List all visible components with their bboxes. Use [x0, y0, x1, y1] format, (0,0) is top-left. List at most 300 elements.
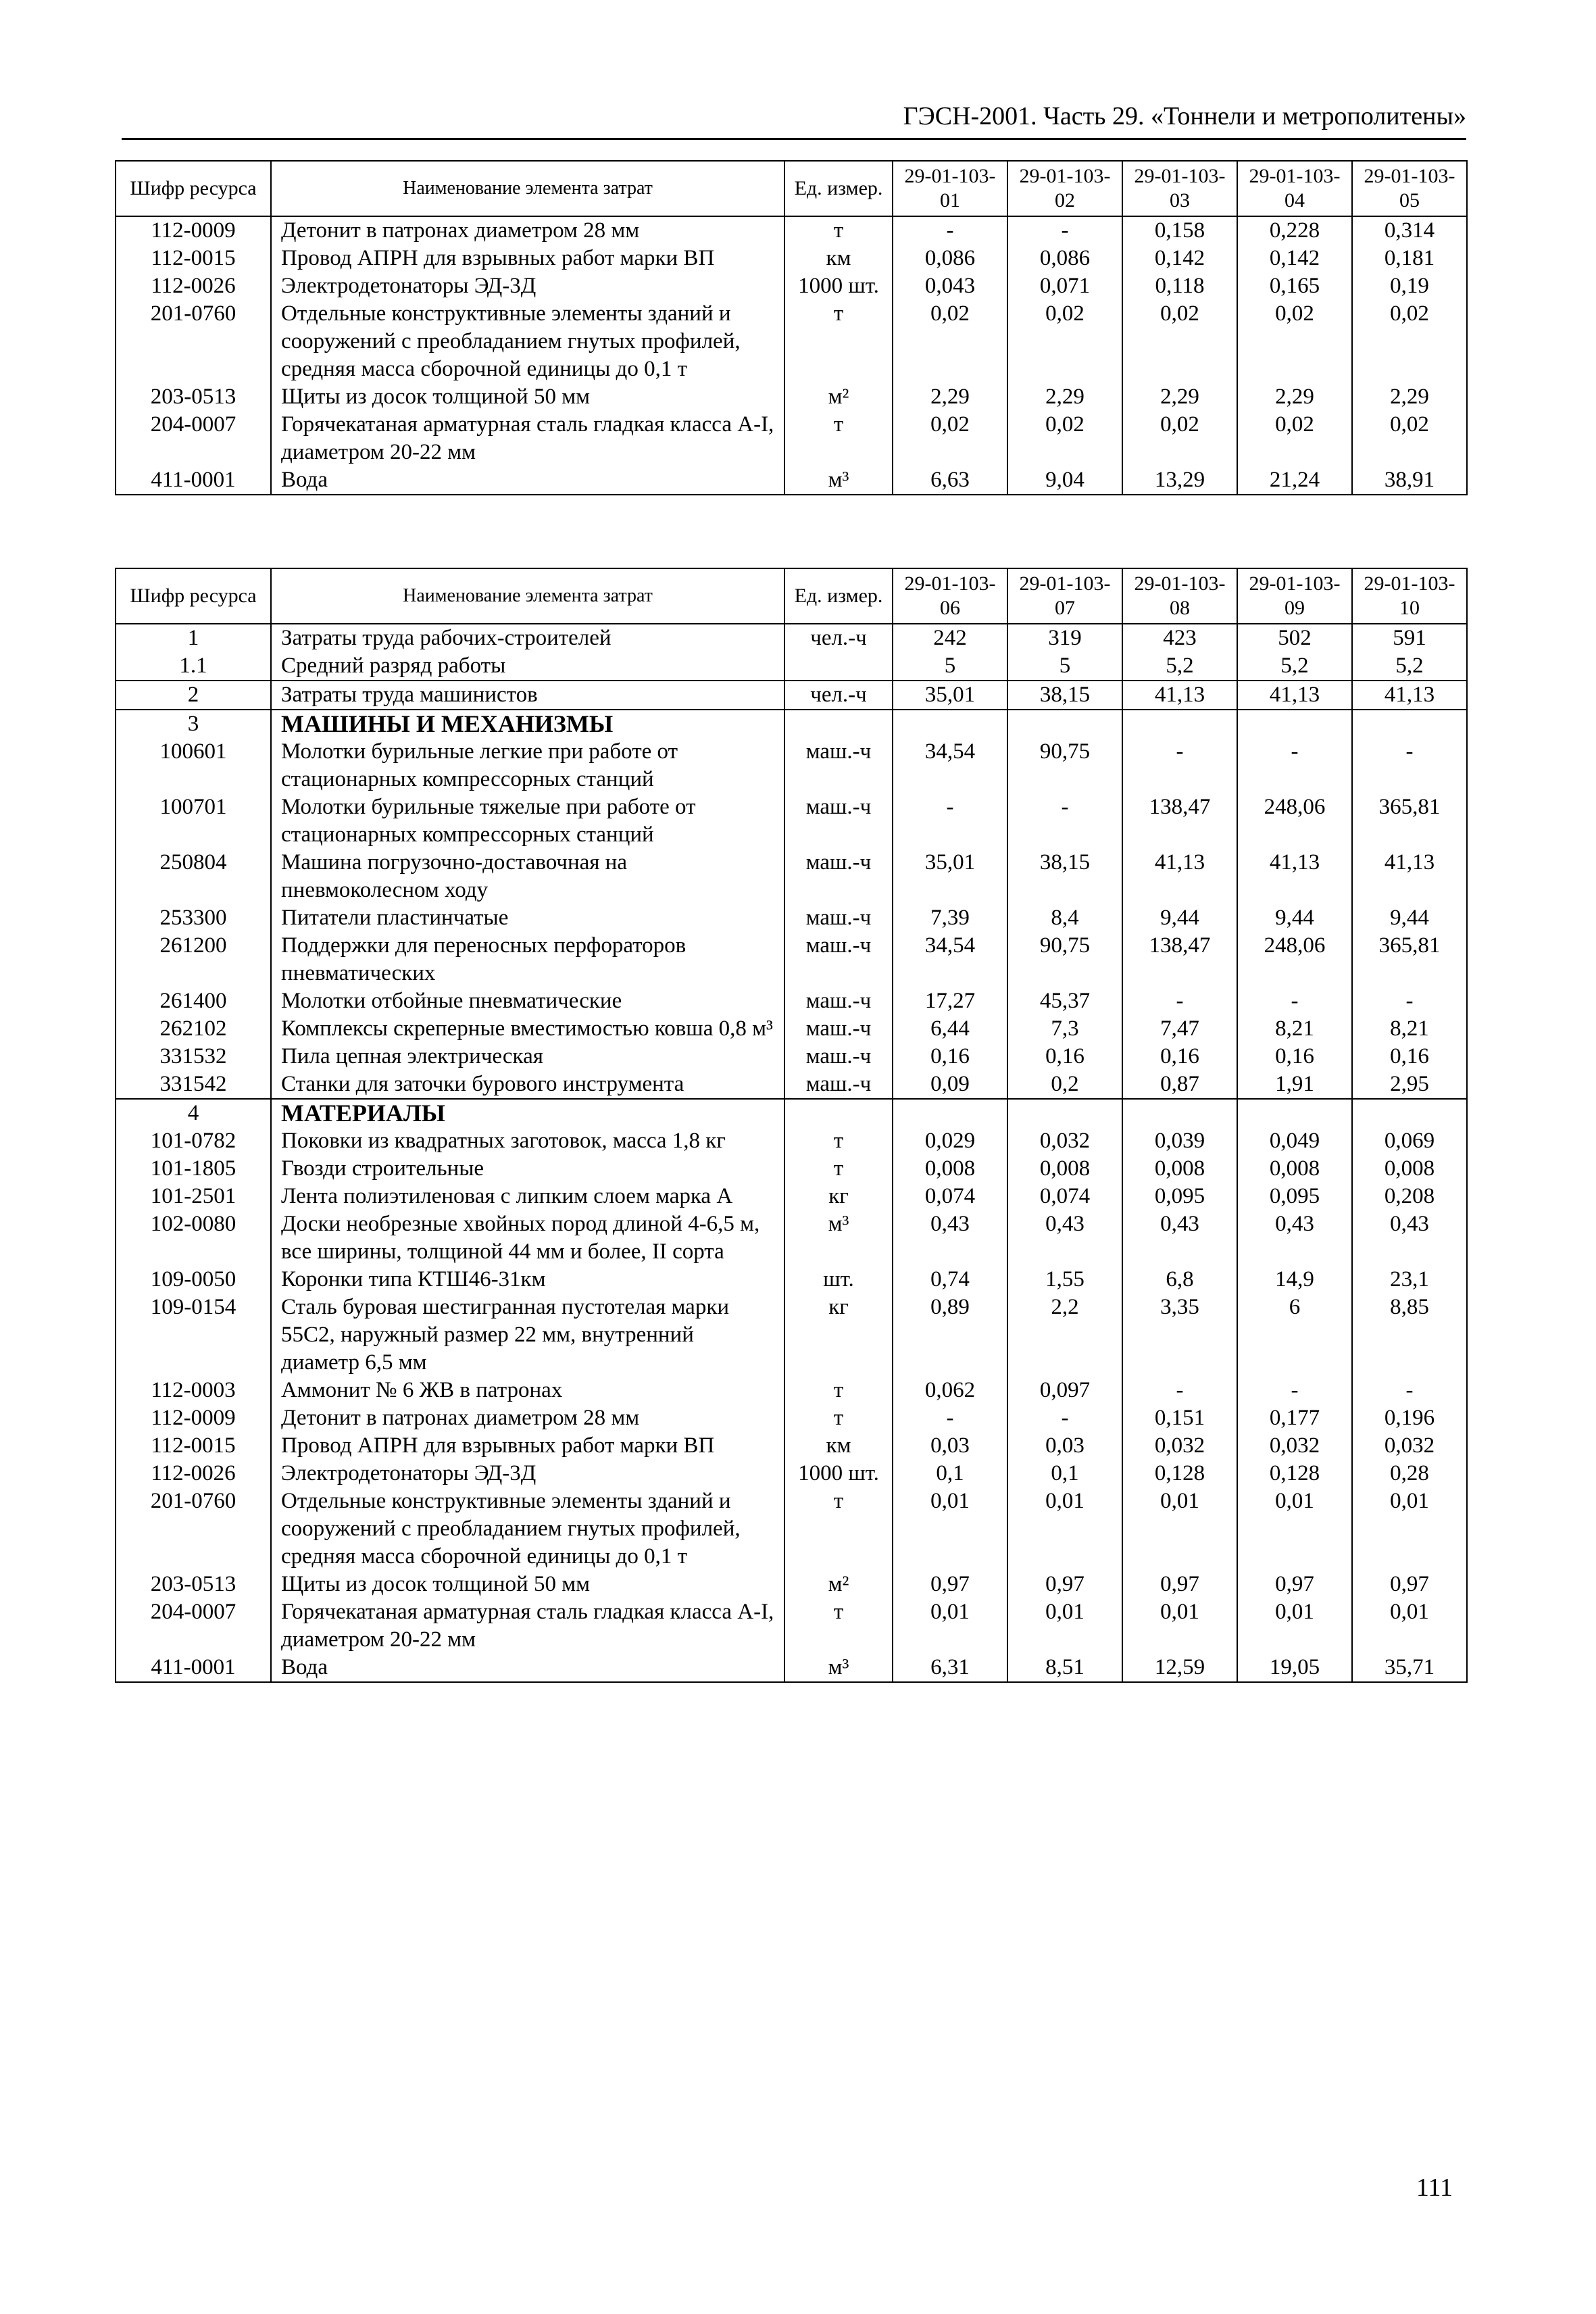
- resource-code-cell: 112-0003: [116, 1377, 271, 1404]
- value-cell: 38,91: [1352, 466, 1467, 495]
- value-cell: 319: [1007, 624, 1122, 652]
- resource-code-cell: 203-0513: [116, 1571, 271, 1598]
- value-cell: -: [1122, 1377, 1237, 1404]
- value-cell: 2,29: [1237, 383, 1352, 411]
- resource-code-cell: 261200: [116, 932, 271, 987]
- table-row: [116, 272, 1467, 300]
- resource-code-cell: 204-0007: [116, 1598, 271, 1654]
- unit-cell: кг: [784, 1183, 893, 1210]
- value-cell: [1352, 1099, 1467, 1127]
- value-cell: 0,032: [1352, 1432, 1467, 1460]
- value-cell: 35,71: [1352, 1654, 1467, 1682]
- value-cell: 0,74: [893, 1266, 1007, 1294]
- value-cell: 0,01: [1237, 1598, 1352, 1654]
- table-row: [116, 652, 1467, 681]
- unit-cell: маш.-ч: [784, 904, 893, 932]
- value-cell: 0,02: [893, 411, 1007, 466]
- unit-cell: м²: [784, 383, 893, 411]
- value-cell: 0,062: [893, 1377, 1007, 1404]
- value-cell: 41,13: [1122, 849, 1237, 904]
- value-cell: 0,97: [1237, 1571, 1352, 1598]
- value-cell: 0,01: [1352, 1487, 1467, 1571]
- unit-cell: маш.-ч: [784, 1070, 893, 1099]
- value-cell: 1,55: [1007, 1266, 1122, 1294]
- column-header-name: Наименование элемента затрат: [271, 568, 784, 624]
- value-cell: 12,59: [1122, 1654, 1237, 1682]
- value-cell: 0,158: [1122, 216, 1237, 245]
- table-header-row: [116, 161, 1467, 216]
- table-row: [116, 1043, 1467, 1070]
- table-row: [116, 1460, 1467, 1487]
- resource-code-cell: 102-0080: [116, 1210, 271, 1266]
- value-cell: 9,44: [1122, 904, 1237, 932]
- value-cell: -: [1237, 1377, 1352, 1404]
- resource-code-cell: 4: [116, 1099, 271, 1127]
- unit-cell: км: [784, 245, 893, 272]
- value-cell: 0,032: [1122, 1432, 1237, 1460]
- value-cell: 2,29: [893, 383, 1007, 411]
- value-cell: 0,02: [1007, 300, 1122, 383]
- value-cell: 0,228: [1237, 216, 1352, 245]
- resource-name-cell: Отдельные конструктивные элементы зданий и сооружений с преобладанием гнутых профилей, средняя масса сборочной единицы до 0,1 т: [271, 1487, 784, 1571]
- table-header-row: [116, 568, 1467, 624]
- resource-name-cell: Средний разряд работы: [271, 652, 784, 681]
- value-cell: 90,75: [1007, 932, 1122, 987]
- resource-name-cell: Провод АПРН для взрывных работ марки ВП: [271, 1432, 784, 1460]
- value-cell: -: [893, 216, 1007, 245]
- value-cell: 0,071: [1007, 272, 1122, 300]
- unit-cell: маш.-ч: [784, 987, 893, 1015]
- value-cell: 0,02: [1007, 411, 1122, 466]
- resource-code-cell: 262102: [116, 1015, 271, 1043]
- resource-name-cell: Коронки типа КТШ46-31км: [271, 1266, 784, 1294]
- value-cell: 0,01: [893, 1598, 1007, 1654]
- value-cell: 0,03: [1007, 1432, 1122, 1460]
- resource-code-cell: 331532: [116, 1043, 271, 1070]
- unit-cell: т: [784, 1598, 893, 1654]
- resource-name-cell: Аммонит № 6 ЖВ в патронах: [271, 1377, 784, 1404]
- column-header-norm-code: 29-01-103-09: [1237, 568, 1352, 624]
- value-cell: -: [1122, 738, 1237, 793]
- value-cell: 2,29: [1122, 383, 1237, 411]
- value-cell: 591: [1352, 624, 1467, 652]
- value-cell: -: [893, 1404, 1007, 1432]
- table-row: [116, 1432, 1467, 1460]
- value-cell: 0,01: [1007, 1487, 1122, 1571]
- unit-cell: кг: [784, 1294, 893, 1377]
- value-cell: 0,97: [1352, 1571, 1467, 1598]
- value-cell: [1237, 710, 1352, 738]
- value-cell: 0,177: [1237, 1404, 1352, 1432]
- value-cell: -: [893, 793, 1007, 849]
- value-cell: 138,47: [1122, 793, 1237, 849]
- resource-name-cell: Молотки отбойные пневматические: [271, 987, 784, 1015]
- value-cell: 0,01: [1352, 1598, 1467, 1654]
- table-row: [116, 1015, 1467, 1043]
- value-cell: 0,16: [1007, 1043, 1122, 1070]
- table-row: [116, 793, 1467, 849]
- table-row: [116, 904, 1467, 932]
- value-cell: 0,128: [1237, 1460, 1352, 1487]
- resource-name-cell: Питатели пластинчатые: [271, 904, 784, 932]
- resource-name-cell: Отдельные конструктивные элементы зданий и сооружений с преобладанием гнутых профилей, средняя масса сборочной единицы до 0,1 т: [271, 300, 784, 383]
- value-cell: 0,165: [1237, 272, 1352, 300]
- value-cell: [893, 710, 1007, 738]
- resource-name-cell: Щиты из досок толщиной 50 мм: [271, 1571, 784, 1598]
- value-cell: 0,032: [1007, 1127, 1122, 1155]
- resource-name-cell: Поковки из квадратных заготовок, масса 1,8 кг: [271, 1127, 784, 1155]
- resource-name-cell: Горячекатаная арматурная сталь гладкая класса А-I, диаметром 20-22 мм: [271, 411, 784, 466]
- value-cell: [1007, 1099, 1122, 1127]
- value-cell: 9,44: [1352, 904, 1467, 932]
- value-cell: 0,01: [1237, 1487, 1352, 1571]
- resource-code-cell: 3: [116, 710, 271, 738]
- resource-name-cell: Детонит в патронах диаметром 28 мм: [271, 216, 784, 245]
- table-row: [116, 1487, 1467, 1571]
- value-cell: -: [1007, 1404, 1122, 1432]
- value-cell: 8,85: [1352, 1294, 1467, 1377]
- column-header-name: Наименование элемента затрат: [271, 161, 784, 216]
- table-row: [116, 411, 1467, 466]
- resource-name-cell: Щиты из досок толщиной 50 мм: [271, 383, 784, 411]
- resource-code-cell: 411-0001: [116, 1654, 271, 1682]
- value-cell: 0,008: [1237, 1155, 1352, 1183]
- resource-code-cell: 1: [116, 624, 271, 652]
- column-header-norm-code: 29-01-103-03: [1122, 161, 1237, 216]
- value-cell: -: [1007, 793, 1122, 849]
- running-title: ГЭСН-2001. Часть 29. «Тоннели и метрополитены»: [122, 101, 1466, 140]
- value-cell: [1007, 710, 1122, 738]
- table-row: [116, 624, 1467, 652]
- unit-cell: км: [784, 1432, 893, 1460]
- value-cell: 6,31: [893, 1654, 1007, 1682]
- value-cell: 0,1: [1007, 1460, 1122, 1487]
- value-cell: 41,13: [1237, 849, 1352, 904]
- resource-code-cell: 250804: [116, 849, 271, 904]
- value-cell: 90,75: [1007, 738, 1122, 793]
- resource-code-cell: 112-0015: [116, 245, 271, 272]
- value-cell: 0,43: [893, 1210, 1007, 1266]
- page-number: 111: [1416, 2173, 1453, 2202]
- column-header-norm-code: 29-01-103-06: [893, 568, 1007, 624]
- unit-cell: [784, 710, 893, 738]
- table-row: [116, 710, 1467, 738]
- table-row: [116, 738, 1467, 793]
- table-row: [116, 1654, 1467, 1682]
- resource-code-cell: 100601: [116, 738, 271, 793]
- value-cell: 34,54: [893, 932, 1007, 987]
- value-cell: 0,02: [1122, 411, 1237, 466]
- value-cell: -: [1352, 738, 1467, 793]
- column-header-code: Шифр ресурса: [116, 568, 271, 624]
- resource-name-cell: Электродетонаторы ЭД-3Д: [271, 1460, 784, 1487]
- value-cell: 365,81: [1352, 793, 1467, 849]
- resource-name-cell: Горячекатаная арматурная сталь гладкая класса А-I, диаметром 20-22 мм: [271, 1598, 784, 1654]
- value-cell: -: [1122, 987, 1237, 1015]
- unit-cell: маш.-ч: [784, 1043, 893, 1070]
- column-header-unit: Ед. измер.: [784, 161, 893, 216]
- value-cell: 14,9: [1237, 1266, 1352, 1294]
- column-header-code: Шифр ресурса: [116, 161, 271, 216]
- resource-name-cell: Пила цепная электрическая: [271, 1043, 784, 1070]
- resource-name-cell: МАШИНЫ И МЕХАНИЗМЫ: [271, 710, 784, 738]
- value-cell: 0,02: [1352, 411, 1467, 466]
- resource-code-cell: 112-0009: [116, 216, 271, 245]
- resource-code-cell: 261400: [116, 987, 271, 1015]
- table-row: [116, 1598, 1467, 1654]
- unit-cell: [784, 1099, 893, 1127]
- value-cell: 6: [1237, 1294, 1352, 1377]
- value-cell: 0,314: [1352, 216, 1467, 245]
- table-row: [116, 300, 1467, 383]
- value-cell: 0,029: [893, 1127, 1007, 1155]
- resource-code-cell: 109-0154: [116, 1294, 271, 1377]
- value-cell: 0,43: [1352, 1210, 1467, 1266]
- value-cell: 0,128: [1122, 1460, 1237, 1487]
- value-cell: 41,13: [1352, 849, 1467, 904]
- value-cell: 0,02: [1237, 411, 1352, 466]
- value-cell: 0,02: [893, 300, 1007, 383]
- resource-table-2: [115, 568, 1468, 1683]
- value-cell: 2,2: [1007, 1294, 1122, 1377]
- value-cell: 41,13: [1352, 681, 1467, 710]
- value-cell: 8,21: [1352, 1015, 1467, 1043]
- resource-code-cell: 101-1805: [116, 1155, 271, 1183]
- value-cell: 0,097: [1007, 1377, 1122, 1404]
- value-cell: -: [1237, 987, 1352, 1015]
- resource-code-cell: 112-0009: [116, 1404, 271, 1432]
- resource-table-1: [115, 160, 1468, 495]
- value-cell: 138,47: [1122, 932, 1237, 987]
- value-cell: 0,43: [1007, 1210, 1122, 1266]
- value-cell: 0,43: [1237, 1210, 1352, 1266]
- resource-name-cell: Вода: [271, 1654, 784, 1682]
- value-cell: 0,069: [1352, 1127, 1467, 1155]
- value-cell: [1352, 710, 1467, 738]
- value-cell: 34,54: [893, 738, 1007, 793]
- unit-cell: маш.-ч: [784, 932, 893, 987]
- resource-name-cell: Машина погрузочно-доставочная на пневмоколесном ходу: [271, 849, 784, 904]
- table-row: [116, 216, 1467, 245]
- unit-cell: м³: [784, 466, 893, 495]
- value-cell: 7,39: [893, 904, 1007, 932]
- value-cell: 0,008: [1007, 1155, 1122, 1183]
- value-cell: 5,2: [1122, 652, 1237, 681]
- unit-cell: 1000 шт.: [784, 1460, 893, 1487]
- value-cell: 0,086: [893, 245, 1007, 272]
- value-cell: 38,15: [1007, 849, 1122, 904]
- table-row: [116, 681, 1467, 710]
- value-cell: 13,29: [1122, 466, 1237, 495]
- unit-cell: т: [784, 300, 893, 383]
- value-cell: 0,049: [1237, 1127, 1352, 1155]
- resource-code-cell: 204-0007: [116, 411, 271, 466]
- value-cell: 0,01: [1122, 1598, 1237, 1654]
- resource-name-cell: Электродетонаторы ЭД-3Д: [271, 272, 784, 300]
- unit-cell: т: [784, 216, 893, 245]
- column-header-norm-code: 29-01-103-07: [1007, 568, 1122, 624]
- unit-cell: м³: [784, 1210, 893, 1266]
- table-row: [116, 987, 1467, 1015]
- value-cell: -: [1237, 738, 1352, 793]
- value-cell: 8,21: [1237, 1015, 1352, 1043]
- value-cell: 0,008: [1122, 1155, 1237, 1183]
- unit-cell: [784, 652, 893, 681]
- value-cell: 0,2: [1007, 1070, 1122, 1099]
- value-cell: 0,074: [1007, 1183, 1122, 1210]
- unit-cell: т: [784, 1127, 893, 1155]
- value-cell: 35,01: [893, 681, 1007, 710]
- resource-name-cell: Затраты труда машинистов: [271, 681, 784, 710]
- table-body: [116, 624, 1467, 1682]
- resource-name-cell: Поддержки для переносных перфораторов пневматических: [271, 932, 784, 987]
- value-cell: 0,043: [893, 272, 1007, 300]
- value-cell: 502: [1237, 624, 1352, 652]
- resource-code-cell: 112-0015: [116, 1432, 271, 1460]
- unit-cell: м³: [784, 1654, 893, 1682]
- value-cell: 0,032: [1237, 1432, 1352, 1460]
- resource-name-cell: Гвозди строительные: [271, 1155, 784, 1183]
- value-cell: 1,91: [1237, 1070, 1352, 1099]
- unit-cell: маш.-ч: [784, 849, 893, 904]
- value-cell: 0,095: [1122, 1183, 1237, 1210]
- value-cell: 0,01: [1007, 1598, 1122, 1654]
- resource-name-cell: Доски необрезные хвойных пород длиной 4-6,5 м, все ширины, толщиной 44 мм и более, II сорта: [271, 1210, 784, 1266]
- value-cell: 0,151: [1122, 1404, 1237, 1432]
- value-cell: 7,47: [1122, 1015, 1237, 1043]
- value-cell: 45,37: [1007, 987, 1122, 1015]
- resource-code-cell: 101-0782: [116, 1127, 271, 1155]
- table-row: [116, 245, 1467, 272]
- value-cell: 2,95: [1352, 1070, 1467, 1099]
- resource-name-cell: Станки для заточки бурового инструмента: [271, 1070, 784, 1099]
- value-cell: 0,01: [1122, 1487, 1237, 1571]
- value-cell: 0,16: [1122, 1043, 1237, 1070]
- value-cell: [1122, 1099, 1237, 1127]
- column-header-unit: Ед. измер.: [784, 568, 893, 624]
- value-cell: 0,43: [1122, 1210, 1237, 1266]
- value-cell: 9,04: [1007, 466, 1122, 495]
- table-row: [116, 1571, 1467, 1598]
- unit-cell: чел.-ч: [784, 624, 893, 652]
- value-cell: 0,16: [1237, 1043, 1352, 1070]
- column-header-norm-code: 29-01-103-08: [1122, 568, 1237, 624]
- value-cell: [1237, 1099, 1352, 1127]
- table-row: [116, 849, 1467, 904]
- resource-name-cell: МАТЕРИАЛЫ: [271, 1099, 784, 1127]
- value-cell: 0,03: [893, 1432, 1007, 1460]
- table-row: [116, 1099, 1467, 1127]
- table-row: [116, 466, 1467, 495]
- resource-code-cell: 100701: [116, 793, 271, 849]
- column-header-norm-code: 29-01-103-02: [1007, 161, 1122, 216]
- value-cell: 3,35: [1122, 1294, 1237, 1377]
- value-cell: 38,15: [1007, 681, 1122, 710]
- value-cell: 23,1: [1352, 1266, 1467, 1294]
- unit-cell: т: [784, 1377, 893, 1404]
- value-cell: 0,87: [1122, 1070, 1237, 1099]
- value-cell: 242: [893, 624, 1007, 652]
- value-cell: 0,28: [1352, 1460, 1467, 1487]
- resource-name-cell: Сталь буровая шестигранная пустотелая марки 55С2, наружный размер 22 мм, внутренний диаметр 6,5 мм: [271, 1294, 784, 1377]
- value-cell: 0,208: [1352, 1183, 1467, 1210]
- resource-name-cell: Лента полиэтиленовая с липким слоем марка А: [271, 1183, 784, 1210]
- value-cell: -: [1007, 216, 1122, 245]
- unit-cell: маш.-ч: [784, 793, 893, 849]
- value-cell: 6,44: [893, 1015, 1007, 1043]
- unit-cell: шт.: [784, 1266, 893, 1294]
- column-header-norm-code: 29-01-103-04: [1237, 161, 1352, 216]
- table-row: [116, 1377, 1467, 1404]
- resource-name-cell: Затраты труда рабочих-строителей: [271, 624, 784, 652]
- value-cell: 0,02: [1237, 300, 1352, 383]
- value-cell: 21,24: [1237, 466, 1352, 495]
- value-cell: [893, 1099, 1007, 1127]
- resource-code-cell: 101-2501: [116, 1183, 271, 1210]
- unit-cell: чел.-ч: [784, 681, 893, 710]
- resource-name-cell: Молотки бурильные легкие при работе от стационарных компрессорных станций: [271, 738, 784, 793]
- resource-name-cell: Вода: [271, 466, 784, 495]
- value-cell: 0,89: [893, 1294, 1007, 1377]
- value-cell: 2,29: [1352, 383, 1467, 411]
- value-cell: 19,05: [1237, 1654, 1352, 1682]
- resource-code-cell: 201-0760: [116, 300, 271, 383]
- value-cell: 0,181: [1352, 245, 1467, 272]
- table-row: [116, 383, 1467, 411]
- resource-code-cell: 331542: [116, 1070, 271, 1099]
- value-cell: 0,19: [1352, 272, 1467, 300]
- value-cell: 0,008: [1352, 1155, 1467, 1183]
- value-cell: 6,8: [1122, 1266, 1237, 1294]
- value-cell: [1122, 710, 1237, 738]
- value-cell: 423: [1122, 624, 1237, 652]
- unit-cell: маш.-ч: [784, 738, 893, 793]
- value-cell: 248,06: [1237, 932, 1352, 987]
- value-cell: 17,27: [893, 987, 1007, 1015]
- value-cell: 0,039: [1122, 1127, 1237, 1155]
- value-cell: 0,02: [1352, 300, 1467, 383]
- value-cell: 41,13: [1237, 681, 1352, 710]
- table-row: [116, 1155, 1467, 1183]
- table-body: [116, 216, 1467, 495]
- resource-code-cell: 2: [116, 681, 271, 710]
- resource-name-cell: Молотки бурильные тяжелые при работе от стационарных компрессорных станций: [271, 793, 784, 849]
- value-cell: 41,13: [1122, 681, 1237, 710]
- value-cell: 0,008: [893, 1155, 1007, 1183]
- value-cell: 5,2: [1352, 652, 1467, 681]
- resource-name-cell: Провод АПРН для взрывных работ марки ВП: [271, 245, 784, 272]
- resource-code-cell: 112-0026: [116, 272, 271, 300]
- value-cell: 7,3: [1007, 1015, 1122, 1043]
- value-cell: 0,095: [1237, 1183, 1352, 1210]
- unit-cell: т: [784, 1487, 893, 1571]
- value-cell: -: [1352, 987, 1467, 1015]
- value-cell: 0,196: [1352, 1404, 1467, 1432]
- unit-cell: т: [784, 1155, 893, 1183]
- table-row: [116, 1404, 1467, 1432]
- value-cell: 0,09: [893, 1070, 1007, 1099]
- table-row: [116, 1070, 1467, 1099]
- value-cell: 0,02: [1122, 300, 1237, 383]
- value-cell: 5,2: [1237, 652, 1352, 681]
- value-cell: 8,4: [1007, 904, 1122, 932]
- unit-cell: т: [784, 411, 893, 466]
- value-cell: 248,06: [1237, 793, 1352, 849]
- value-cell: 0,97: [1007, 1571, 1122, 1598]
- value-cell: 8,51: [1007, 1654, 1122, 1682]
- unit-cell: 1000 шт.: [784, 272, 893, 300]
- unit-cell: м²: [784, 1571, 893, 1598]
